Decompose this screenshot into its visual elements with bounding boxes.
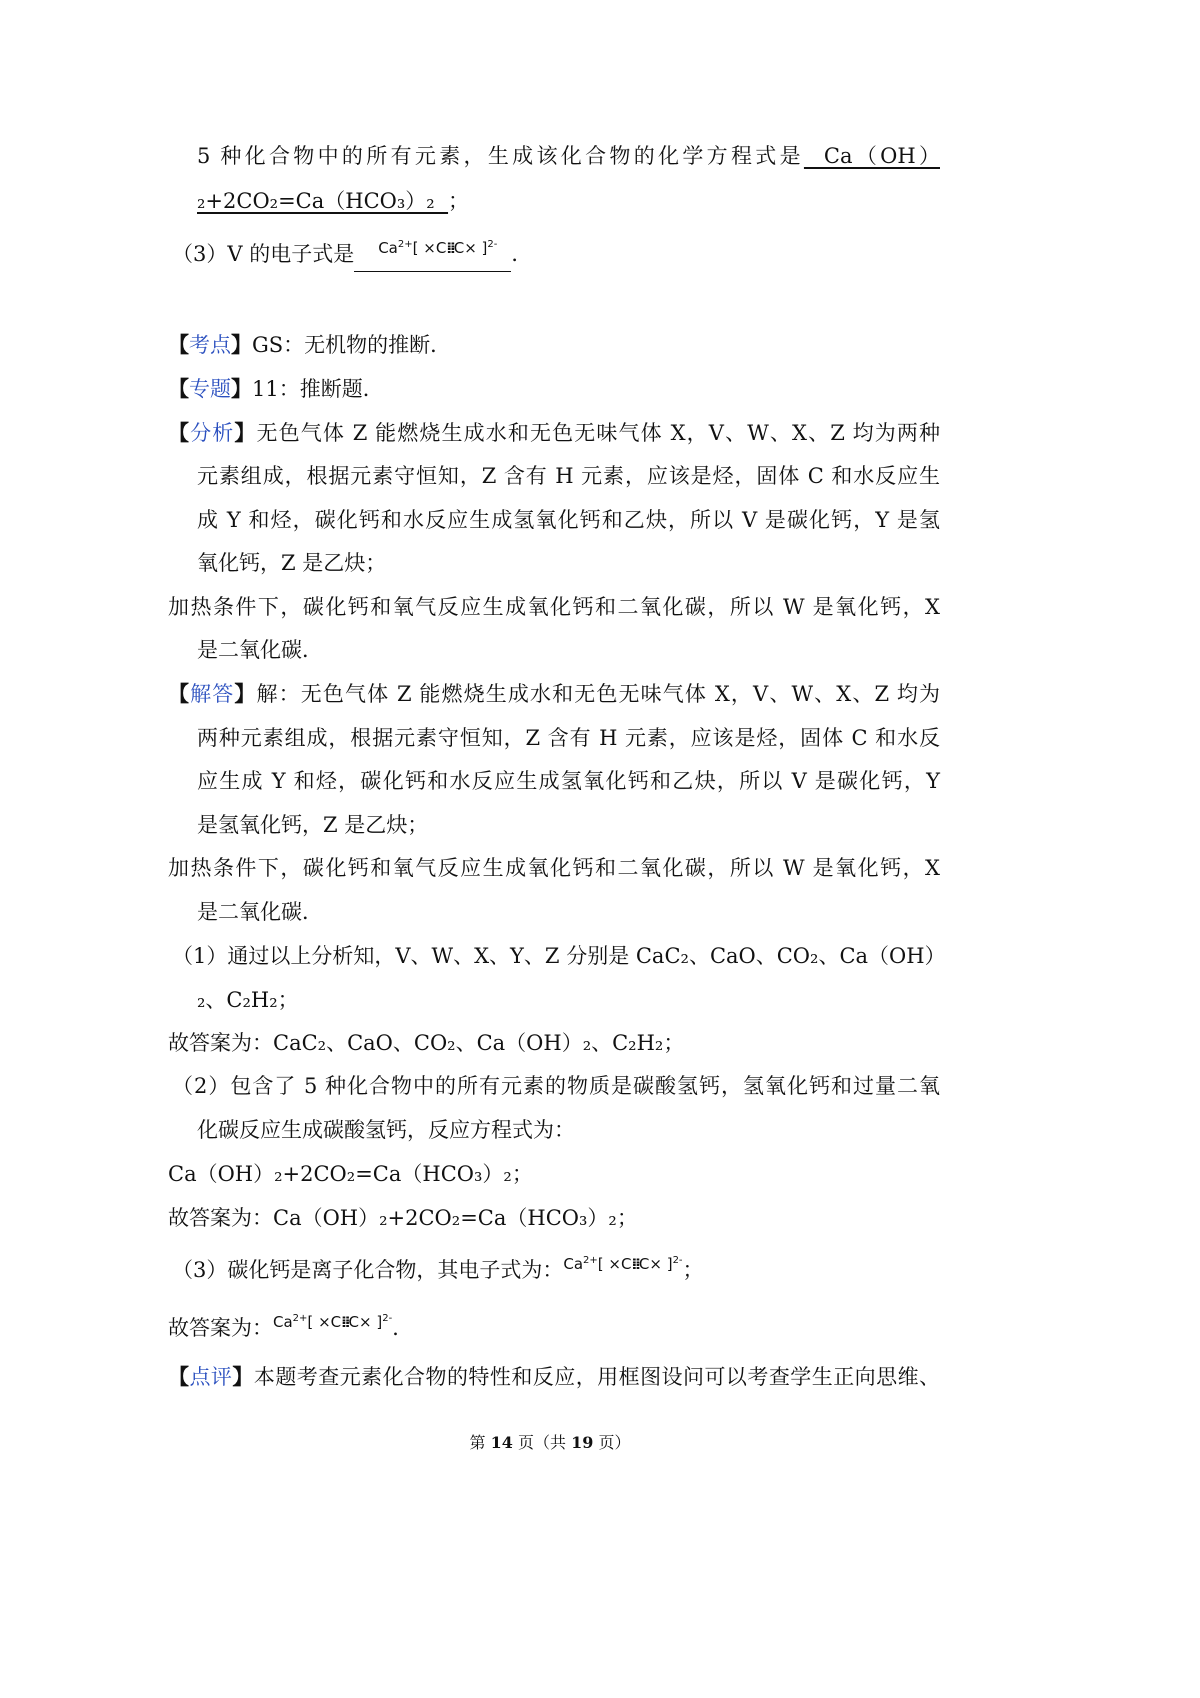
paragraph-line: 故答案为：CaC₂、CaO、CO₂、Ca（OH）₂、C₂H₂； [168,1031,685,1055]
kaodian-line: 【考点】GS：无机物的推断． [168,332,452,357]
paragraph-line: 加热条件下，碳化钙和氧气反应生成氧化钙和二氧化碳，所以 W 是氧化钙，X [168,595,940,619]
paragraph-line: 加热条件下，碳化钙和氧气反应生成氧化钙和二氧化碳，所以 W 是氧化钙，X [168,856,940,880]
fenxi-label: 分析 [190,421,235,445]
page-footer: 第 14 页（共 19 页） [469,1433,631,1452]
paragraph-line: 故答案为：Ca（OH）₂+2CO₂=Ca（HCO₃）₂； [168,1206,638,1230]
dianping-line: 【点评】本题考查元素化合物的特性和反应，用框图设问可以考查学生正向思维、 [168,1364,941,1389]
zhuanti-line: 【专题】11：推断题． [168,376,384,401]
q3-line [172,238,532,272]
paragraph-line: 是二氧化碳． [197,900,323,924]
text: （3）V 的电子式是 [172,242,355,266]
paragraph-line: 氧化钙，Z 是乙炔； [197,551,387,575]
page-total: 19 [571,1433,594,1452]
jieda-line: 【解答】解：无色气体 Z 能燃烧生成水和无色无味气体 X，V、W、X、Z 均为 [168,681,940,706]
punct: ； [448,189,470,213]
text: 5 种化合物中的所有元素，生成该化合物的化学方程式是 [197,144,804,168]
paragraph-line: ₂、C₂H₂； [197,988,299,1012]
paragraph-line: 故答案为：$Ca^{2+}$[ ×C⁞⁞C× ]$^{2-}$． [168,1312,413,1345]
answer-blank: Ca（OH） [803,144,940,168]
kaodian-label: 考点 [189,333,231,357]
paragraph-line: 两种元素组成，根据元素守恒知，Z 含有 H 元素，应该是烃，固体 C 和水反 [197,726,940,750]
paragraph-line: 是二氧化碳． [197,638,323,662]
fenxi-line: 【分析】无色气体 Z 能燃烧生成水和无色无味气体 X，V、W、X、Z 均为两种 [168,420,940,445]
zhuanti-label: 专题 [189,377,231,401]
q2-line-2 [197,186,469,216]
paragraph-line: Ca（OH）₂+2CO₂=Ca（HCO₃）₂； [168,1162,533,1186]
paragraph-line: 元素组成，根据元素守恒知，Z 含有 H 元素，应该是烃，固体 C 和水反应生 [197,464,940,488]
answer-blank: ₂+2CO₂=Ca（HCO₃）₂ [197,189,449,213]
electron-formula-image: $Ca^{2+}$[ ×C⁞⁞C× ]$^{2-}$ [273,1313,393,1331]
jieda-label: 解答 [190,682,235,706]
paragraph-line: 化碳反应生成碳酸氢钙，反应方程式为： [197,1118,575,1142]
electron-formula-image: $Ca^{2+}$[ ×C⁞⁞C× ]$^{2-}$ [563,1255,683,1273]
paragraph-line: 是氢氧化钙，Z 是乙炔； [197,813,429,837]
paragraph-line: （1）通过以上分析知，V、W、X、Y、Z 分别是 CaC₂、CaO、CO₂、Ca（OH） [172,944,946,968]
paragraph-line: 应生成 Y 和烃，碳化钙和水反应生成氢氧化钙和乙炔，所以 V 是碳化钙，Y [197,769,940,793]
answer-blank [354,238,511,272]
punct: ． [511,242,533,266]
paragraph-line: （2）包含了 5 种化合物中的所有元素的物质是碳酸氢钙，氢氧化钙和过量二氧 [172,1074,940,1098]
paragraph-line: （3）碳化钙是离子化合物，其电子式为：$Ca^{2+}$[ ×C⁞⁞C× ]$^{2-}$； [172,1254,704,1287]
paragraph-line: 成 Y 和烃，碳化钙和水反应生成氢氧化钙和乙炔，所以 V 是碳化钙，Y 是氢 [197,508,940,532]
page-number: 14 [490,1433,513,1452]
electron-formula-image: $Ca^{2+}$[ ×C⁞⁞C× ]$^{2-}$ [378,239,498,257]
dianping-label: 点评 [189,1365,233,1389]
q2-line-1 [197,141,940,171]
